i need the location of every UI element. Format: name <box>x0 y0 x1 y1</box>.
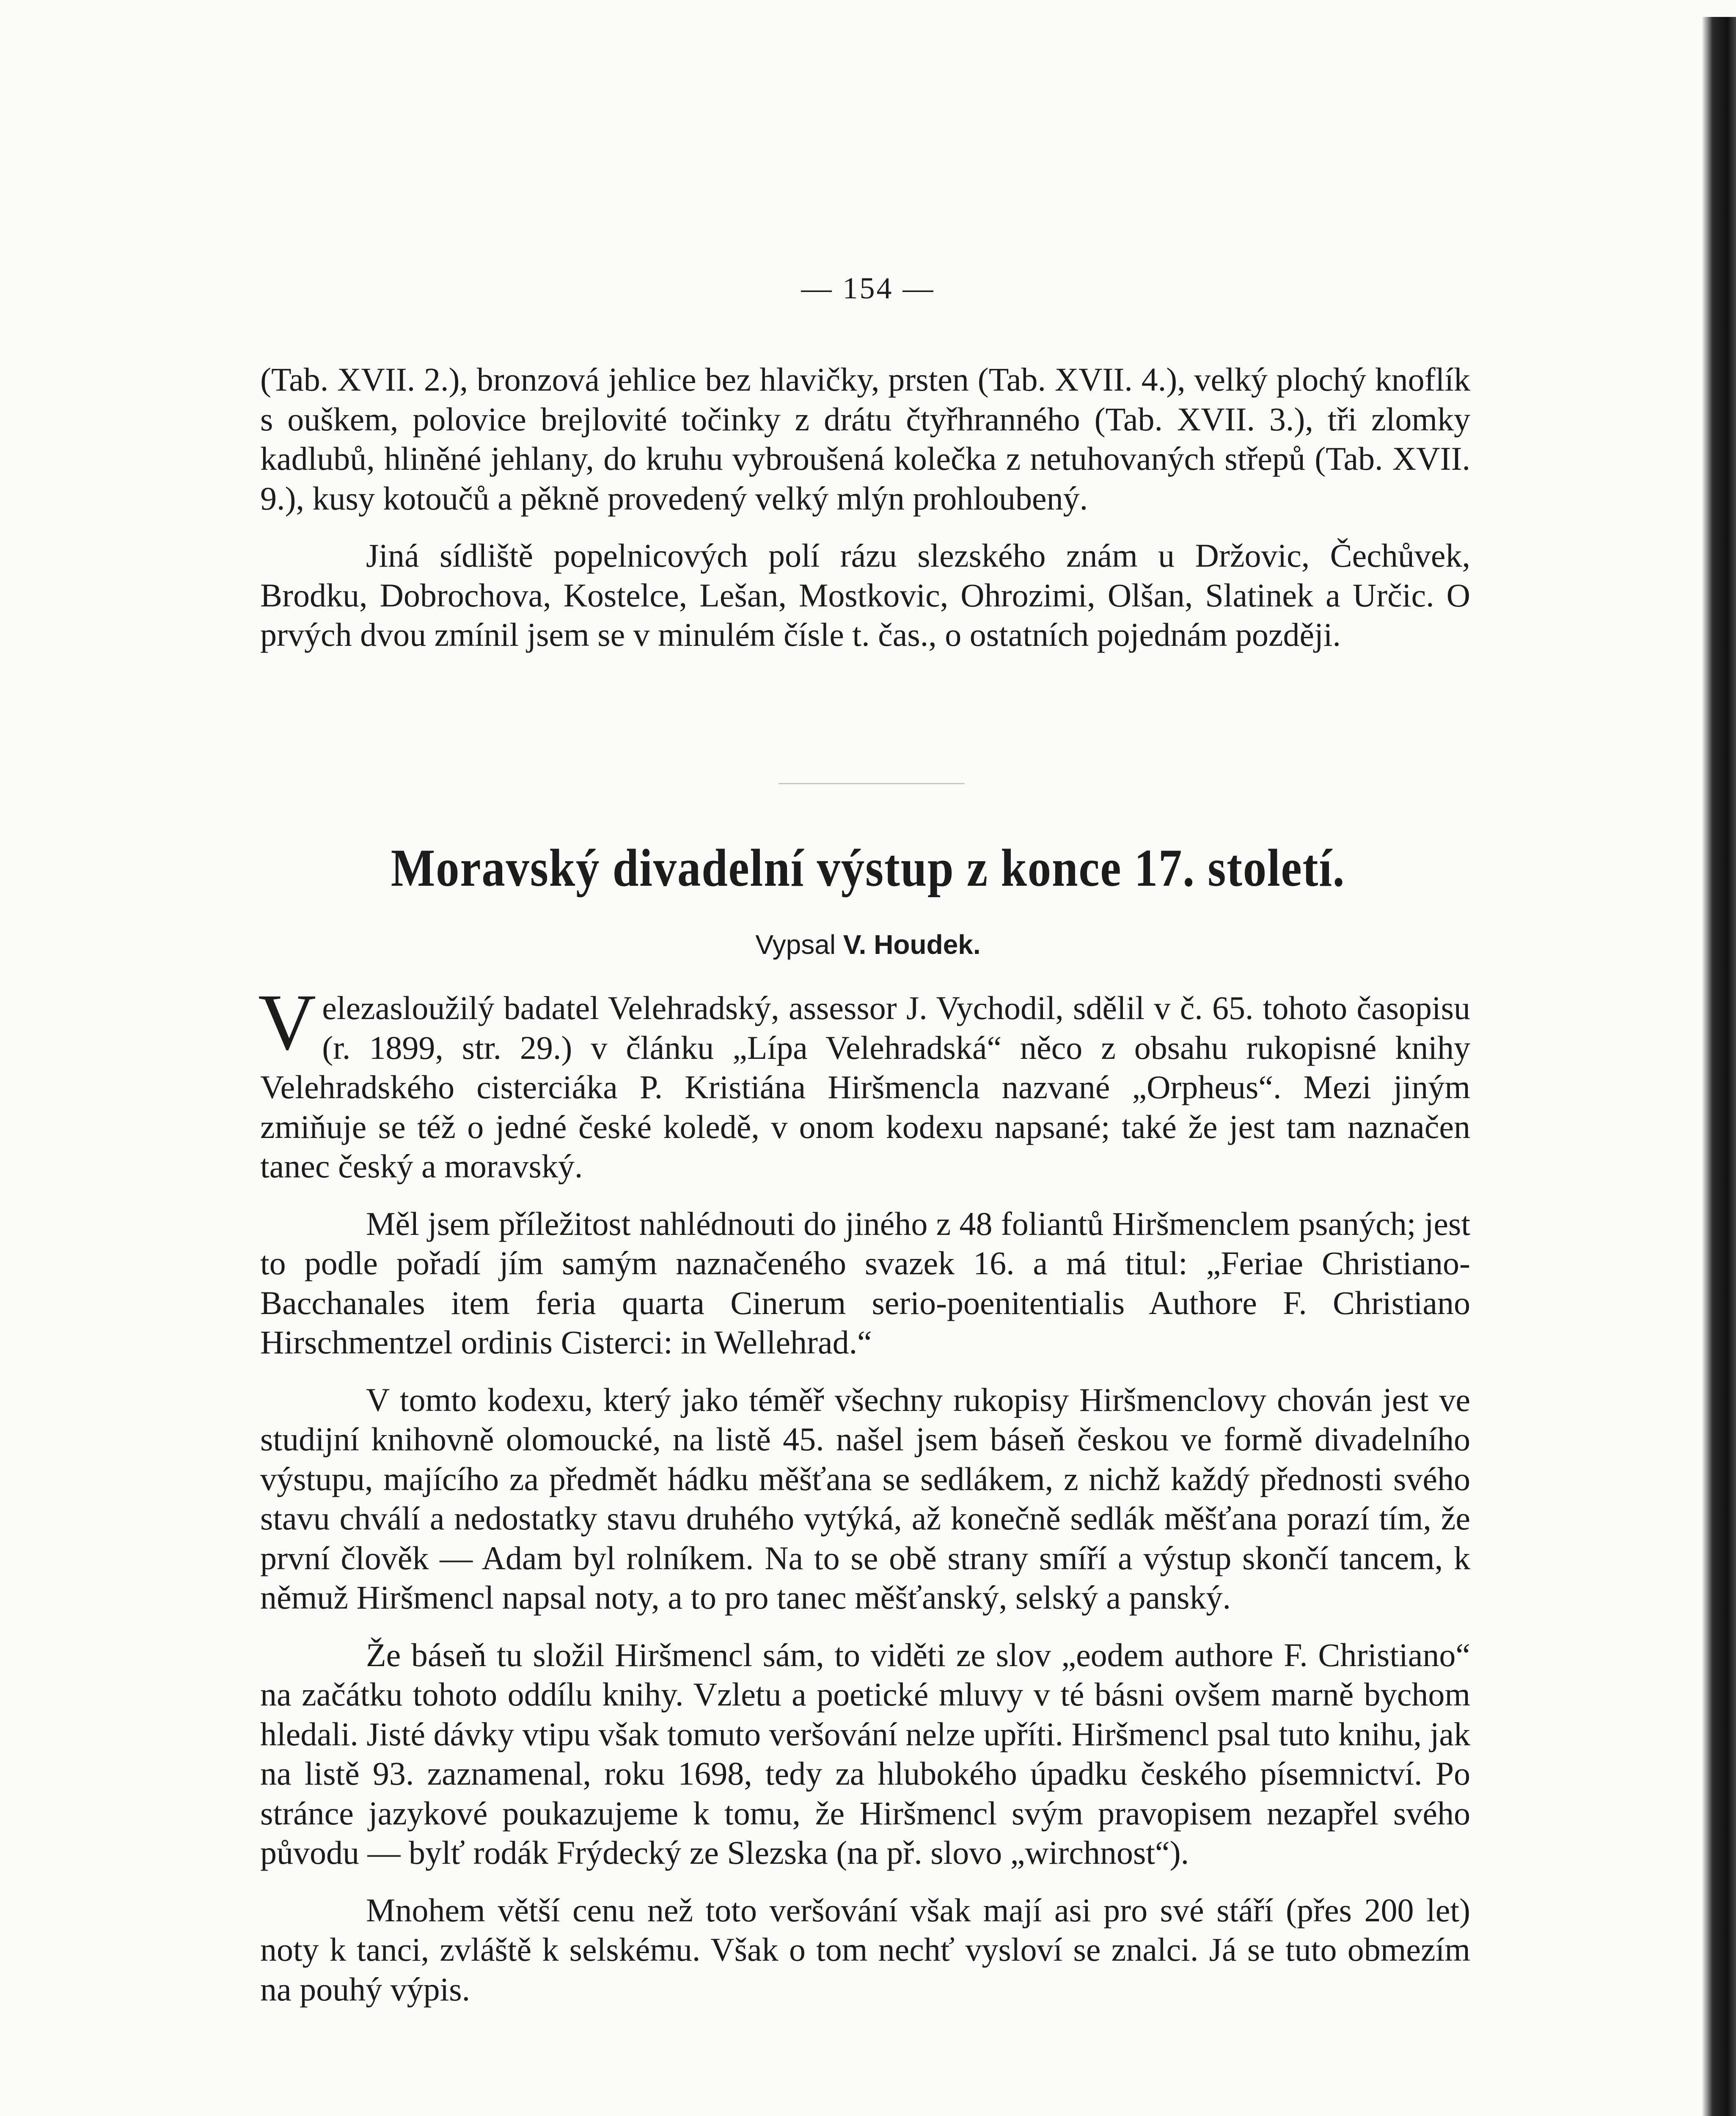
article-title: Moravský divadelní výstup z konce 17. století. <box>391 839 1345 898</box>
byline-author: V. Houdek. <box>843 929 981 960</box>
article-body <box>258 978 1470 2009</box>
paragraph-1-text: elezasloužilý badatel Velehradský, assessor J. Vychodil, sdělil v č. 65. tohoto časopisu (r. 1899, str. 29.) v článku „Lípa Velehradská“ něco z obsahu rukopisné knihy Velehradského cisterciáka P. Kristiána Hiršmencla nazvané „Orpheus“. Mezi jiným zmiňuje se též o jedné české koledě, v onom kodexu napsané; také že jest tam naznačen tanec český a moravský. <box>260 989 1470 1185</box>
drop-cap: V <box>258 978 316 1067</box>
article-paragraph-5: Mnohem větší cenu než toto veršování však mají asi pro své stáří (přes 200 let) noty k tanci, zvláště k selskému. Však o tom nechť vysloví se znalci. Já se tuto obmezím na pouhý výpis. <box>260 1891 1470 2008</box>
byline-prefix: Vypsal <box>755 929 836 960</box>
second-paragraph: Jiná sídliště popelnicových polí rázu slezského znám u Držovic, Čechůvek, Brodku, Dobrochova, Kostelce, Lešan, Mostkovic, Ohrozimi, Olšan, Slatinek a Určic. O prvých dvou zmínil jsem se v minulém čísle t. čas., o ostatních pojednám později. <box>260 537 1470 653</box>
page-number: — 154 — <box>801 271 935 305</box>
section-divider <box>779 783 965 784</box>
article-byline <box>0 929 1736 960</box>
top-paragraph: (Tab. XVII. 2.), bronzová jehlice bez hlavičky, prsten (Tab. XVII. 4.), velký plochý knoflík s ouškem, polovice brejlovité točinky z drátu čtyřhranného (Tab. XVII. 3.), tři zlomky kadlubů, hliněné jehlany, do kruhu vybroušená kolečka z netuhovaných střepů (Tab. XVII. 9.), kusy kotoučů a pěkně provedený velký mlýn prohloubený. <box>260 361 1470 517</box>
continued-text-block <box>260 360 1470 655</box>
page-edge-shadow <box>1702 17 1736 2116</box>
article-paragraph-1 <box>258 978 1470 1186</box>
article-paragraph-4: Že báseň tu složil Hiršmencl sám, to viděti ze slov „eodem authore F. Christiano“ na začátku tohoto oddílu knihy. Vzletu a poetické mluvy v té básni ovšem marně bychom hledali. Jisté dávky vtipu však tomuto veršování nelze upříti. Hiršmencl psal tuto knihu, jak na listě 93. zaznamenal, roku 1698, tedy za hlubokého úpadku českého písemnictví. Po stránce jazykové poukazujeme k tomu, že Hiršmencl svým pravopisem nezapřel svého původu — bylť rodák Frýdecký ze Slezska (na př. slovo „wirchnost“). <box>260 1636 1470 1871</box>
article-paragraph-2: Měl jsem příležitost nahlédnouti do jiného z 48 foliantů Hiršmenclem psaných; jest to podle pořadí jím samým naznačeného svazek 16. a má titul: „Feriae Christiano-Bacchanales item feria quarta Cinerum serio-poenitentialis Authore F. Christiano Hirschmentzel ordinis Cisterci: in Wellehrad.“ <box>260 1205 1470 1361</box>
article-paragraph-3: V tomto kodexu, který jako téměř všechny rukopisy Hiršmenclovy chován jest ve studijní knihovně olomoucké, na listě 45. našel jsem báseň českou ve formě divadelního výstupu, majícího za předmět hádku měšťana se sedlákem, z nichž každý přednosti svého stavu chválí a nedostatky stavu druhého vytýká, až konečně sedlák měšťana porazí tím, že první člověk — Adam byl rolníkem. Na to se obě strany smíří a výstup skončí tancem, k němuž Hiršmencl napsal noty, a to pro tanec měšťanský, selský a panský. <box>260 1381 1470 1616</box>
